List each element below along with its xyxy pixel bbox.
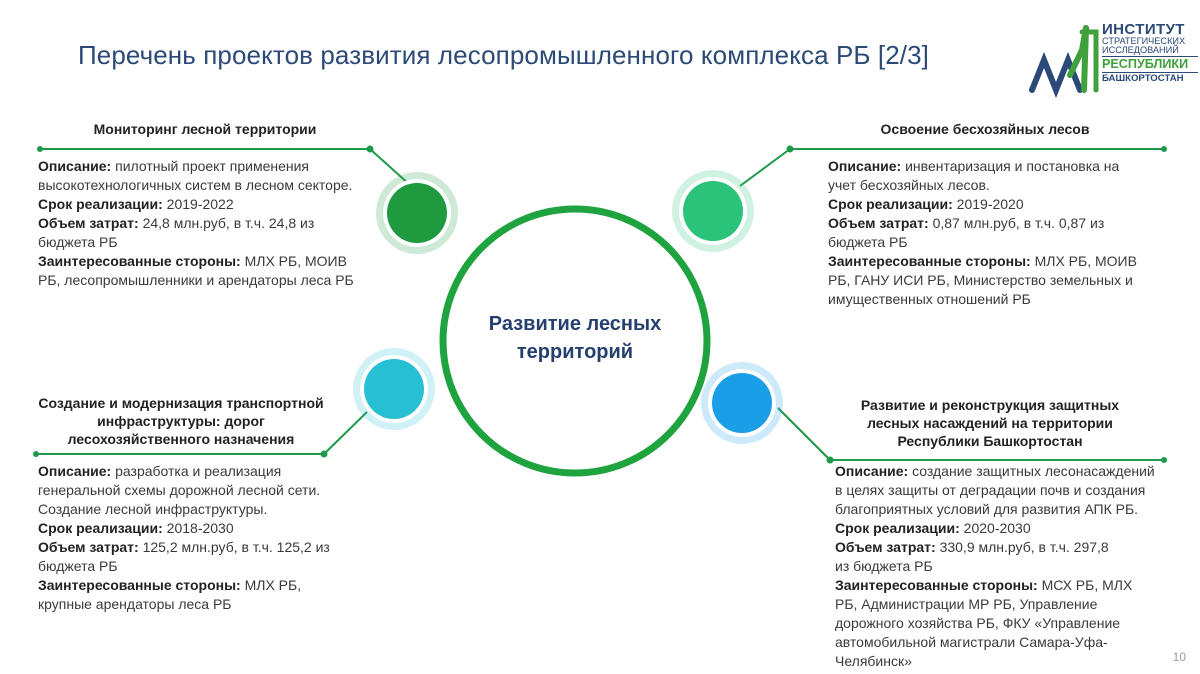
node-circle-transport <box>353 348 435 430</box>
project-details-protective-plantings: Описание: создание защитных лесонасаждений в целях защиты от деградации почв и создания благоприятных условий для развития АПК РБ. Срок реализации: 2020-2030 Объем затрат: 330,9 млн.руб, в т.ч. 297,8 из бюджета РБ Заинтересованные стороны: МСХ РБ, МЛХ РБ, Администрации МР РБ, Управление дорожного хозяйства РБ, ФКУ «Управление автомобильной магистрали Самара-Уфа- Челябинск» <box>835 463 1155 669</box>
project-title-monitoring: Мониторинг лесной территории <box>93 121 317 137</box>
page-number: 10 <box>1172 650 1186 664</box>
project-details-ownerless-forests: Описание: инвентаризация и постановка на учет бесхозяйных лесов. Срок реализации: 2019-2020 Объем затрат: 0,87 млн.руб, в т.ч. 0,87 из бюджета РБ Заинтересованные стороны: МЛХ РБ, МОИВ РБ, ГАНУ ИСИ РБ, Министерство земельных и имущественных отношений РБ <box>828 158 1137 307</box>
connector-bottom-right-diagonal <box>778 408 830 460</box>
node-circle-protective-plantings <box>701 362 783 444</box>
project-title-protective-plantings: Развитие и реконструкция защитных лесных насаждений на территории Республики Башкортостан <box>860 397 1120 449</box>
project-title-transport: Создание и модернизация транспортной инфраструктуры: дорог лесохозяйственного назначения <box>38 395 324 447</box>
project-title-ownerless-forests: Освоение бесхозяйных лесов <box>880 121 1090 137</box>
node-circle-ownerless-forests <box>672 170 754 252</box>
project-details-transport: Описание: разработка и реализация генеральной схемы дорожной лесной сети. Создание лесной инфраструктуры. Срок реализации: 2018-2030 Объем затрат: 125,2 млн.руб, в т.ч. 125,2 из бюджета РБ Заинтересованные стороны: МЛХ РБ, крупные арендаторы леса РБ <box>38 463 330 612</box>
project-details-monitoring: Описание: пилотный проект применения высокотехнологичных систем в лесном секторе. Срок реализации: 2019-2022 Объем затрат: 24,8 млн.руб, в т.ч. 24,8 из бюджета РБ Заинтересованные стороны: МЛХ РБ, МОИВ РБ, лесопромышленники и арендаторы леса РБ <box>38 158 354 288</box>
central-topic-label: Развитие лесных территорий <box>488 313 662 363</box>
node-circle-monitoring <box>376 172 458 254</box>
connector-top-right-diagonal <box>740 149 790 186</box>
logo-wordmark: ИНСТИТУТ СТРАТЕГИЧЕСКИХ ИССЛЕДОВАНИЙ РЕСПУБЛИКИ БАШКОРТОСТАН <box>1102 22 1198 84</box>
page-title: Перечень проектов развития лесопромышленного комплекса РБ [2/3] <box>78 40 929 70</box>
